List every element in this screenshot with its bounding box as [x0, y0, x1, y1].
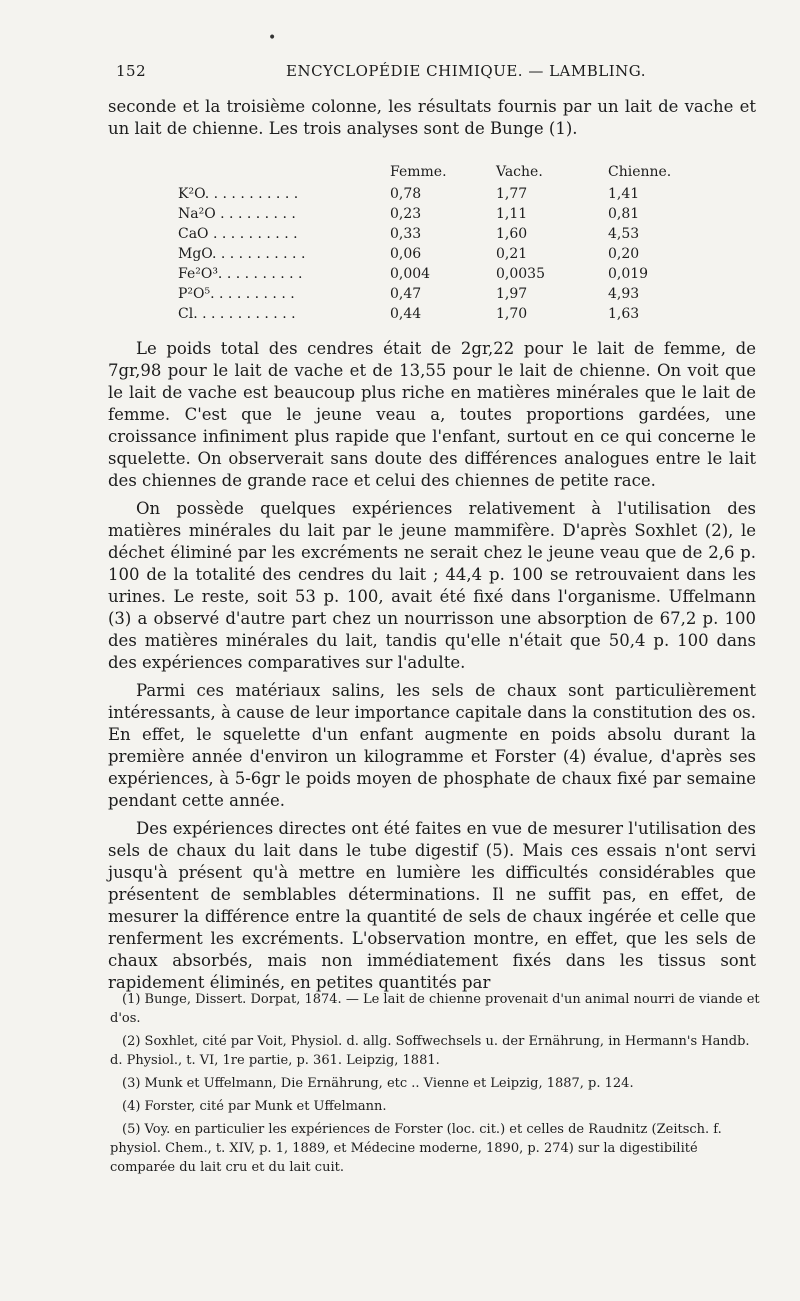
- paragraph: On possède quelques expériences relativement à l'utilisation des matières minérales du lait par le jeune mammifère. D'après Soxhlet (2), le déchet éliminé par les excréments ne serait chez le jeune veau que de 2,6 p. 100 de la totalité des cendres du lait ; 44,4 p. 100 se retrouvaient dans les urines. Le reste, soit 53 p. 100, avait été fixé dans l'organisme. Uffelmann (3) a observé d'autre part chez un nourrisson une absorption de 67,2 p. 100 des matières minérales du lait, tandis qu'elle n'était que 50,4 p. 100 dans des expériences comparatives sur l'adulte.: [108, 499, 756, 672]
- cell: 0,0035: [496, 266, 545, 282]
- table-row: [178, 306, 768, 326]
- intro-paragraph: [108, 96, 756, 140]
- cell: 0,33: [390, 226, 422, 242]
- cell: 4,53: [608, 226, 640, 242]
- cell: 0,81: [608, 206, 640, 222]
- cell: 0,47: [390, 286, 422, 302]
- table-row: [178, 186, 768, 206]
- table-row: [178, 206, 768, 226]
- footnote: (5) Voy. en particulier les expériences de Forster (loc. cit.) et celles de Raudnitz (Zeitsch. f. physiol. Chem., t. XIV, p. 1, 1889, et Médecine moderne, 1890, p. 274) sur la digestibilité comparée du lait cru et du lait cuit.: [110, 1122, 726, 1175]
- col-header-femme: Femme.: [390, 164, 447, 180]
- footnote: (4) Forster, cité par Munk et Uffelmann.: [122, 1099, 387, 1114]
- footnote: (2) Soxhlet, cité par Voit, Physiol. d. allg. Soffwechsels u. der Ernährung, in Hermann's Handb. d. Physiol., t. VI, 1re partie, p. 361. Leipzig, 1881.: [110, 1034, 754, 1068]
- cell: 0,06: [390, 246, 422, 262]
- running-title: ENCYCLOPÉDIE CHIMIQUE. — LAMBLING.: [286, 62, 647, 80]
- cell: 0,44: [390, 306, 422, 322]
- table-row: [178, 286, 768, 306]
- cell: 1,70: [496, 306, 528, 322]
- analysis-table: [178, 164, 768, 326]
- row-label: K²O. . . . . . . . . . .: [178, 186, 299, 202]
- table-row: [178, 246, 768, 266]
- footnotes: [110, 990, 764, 1181]
- cell: 4,93: [608, 286, 640, 302]
- cell: 1,11: [496, 206, 528, 222]
- table-header: [178, 164, 768, 186]
- cell: 0,019: [608, 266, 649, 282]
- col-header-chienne: Chienne.: [608, 164, 672, 180]
- cell: 1,41: [608, 186, 640, 202]
- paragraph: Le poids total des cendres était de 2gr,22 pour le lait de femme, de 7gr,98 pour le lait de vache et de 13,55 pour le lait de chienne. On voit que le lait de vache est beaucoup plus riche en matières minérales que le lait de femme. C'est que le jeune veau a, toutes proportions gardées, une croissance infiniment plus rapide que l'enfant, surtout en ce qui concerne le squelette. On observerait sans doute des différences analogues entre le lait des chiennes de grande race et celui des chiennes de petite race.: [108, 339, 756, 490]
- cell: 1,97: [496, 286, 528, 302]
- row-label: CaO . . . . . . . . . .: [178, 226, 298, 242]
- cell: 0,004: [390, 266, 431, 282]
- row-label: Cl. . . . . . . . . . . .: [178, 306, 296, 322]
- page-mark: •: [268, 30, 277, 46]
- row-label: MgO. . . . . . . . . . .: [178, 246, 306, 262]
- cell: 1,77: [496, 186, 528, 202]
- paragraph: Parmi ces matériaux salins, les sels de chaux sont particulièrement intéressants, à cause de leur importance capitale dans la constitution des os. En effet, le squelette d'un enfant augmente en poids absolu durant la première année d'environ un kilogramme et Forster (4) évalue, d'après ses expériences, à 5-6gr le poids moyen de phosphate de chaux fixé par semaine pendant cette année.: [108, 681, 756, 810]
- cell: 0,23: [390, 206, 422, 222]
- main-text: [108, 338, 756, 1000]
- footnote: (3) Munk et Uffelmann, Die Ernährung, etc .. Vienne et Leipzig, 1887, p. 124.: [122, 1076, 634, 1091]
- col-header-vache: Vache.: [496, 164, 543, 180]
- footnote: (1) Bunge, Dissert. Dorpat, 1874. — Le lait de chienne provenait d'un animal nourri de viande et d'os.: [110, 992, 764, 1026]
- table-row: [178, 226, 768, 246]
- cell: 0,21: [496, 246, 528, 262]
- cell: 0,78: [390, 186, 422, 202]
- paragraph: Des expériences directes ont été faites en vue de mesurer l'utilisation des sels de chaux du lait dans le tube digestif (5). Mais ces essais n'ont servi jusqu'à présent qu'à mettre en lumière les difficultés considérables que présentent de semblables déterminations. Il ne suffit pas, en effet, de mesurer la différence entre la quantité de sels de chaux ingérée et celle que renferment les excréments. L'observation montre, en effet, que les sels de chaux absorbés, mais non immédiatement fixés dans les tissus sont rapidement éliminés, en petites quantités par: [108, 819, 756, 992]
- paragraph: seconde et la troisième colonne, les résultats fournis par un lait de vache et un lait de chienne. Les trois analyses sont de Bunge (1).: [108, 97, 756, 138]
- cell: 1,60: [496, 226, 528, 242]
- table-row: [178, 266, 768, 286]
- row-label: P²O⁵. . . . . . . . . .: [178, 286, 295, 302]
- cell: 1,63: [608, 306, 640, 322]
- page-number: 152: [116, 62, 147, 80]
- cell: 0,20: [608, 246, 640, 262]
- row-label: Fe²O³. . . . . . . . . .: [178, 266, 303, 282]
- row-label: Na²O . . . . . . . . .: [178, 206, 296, 222]
